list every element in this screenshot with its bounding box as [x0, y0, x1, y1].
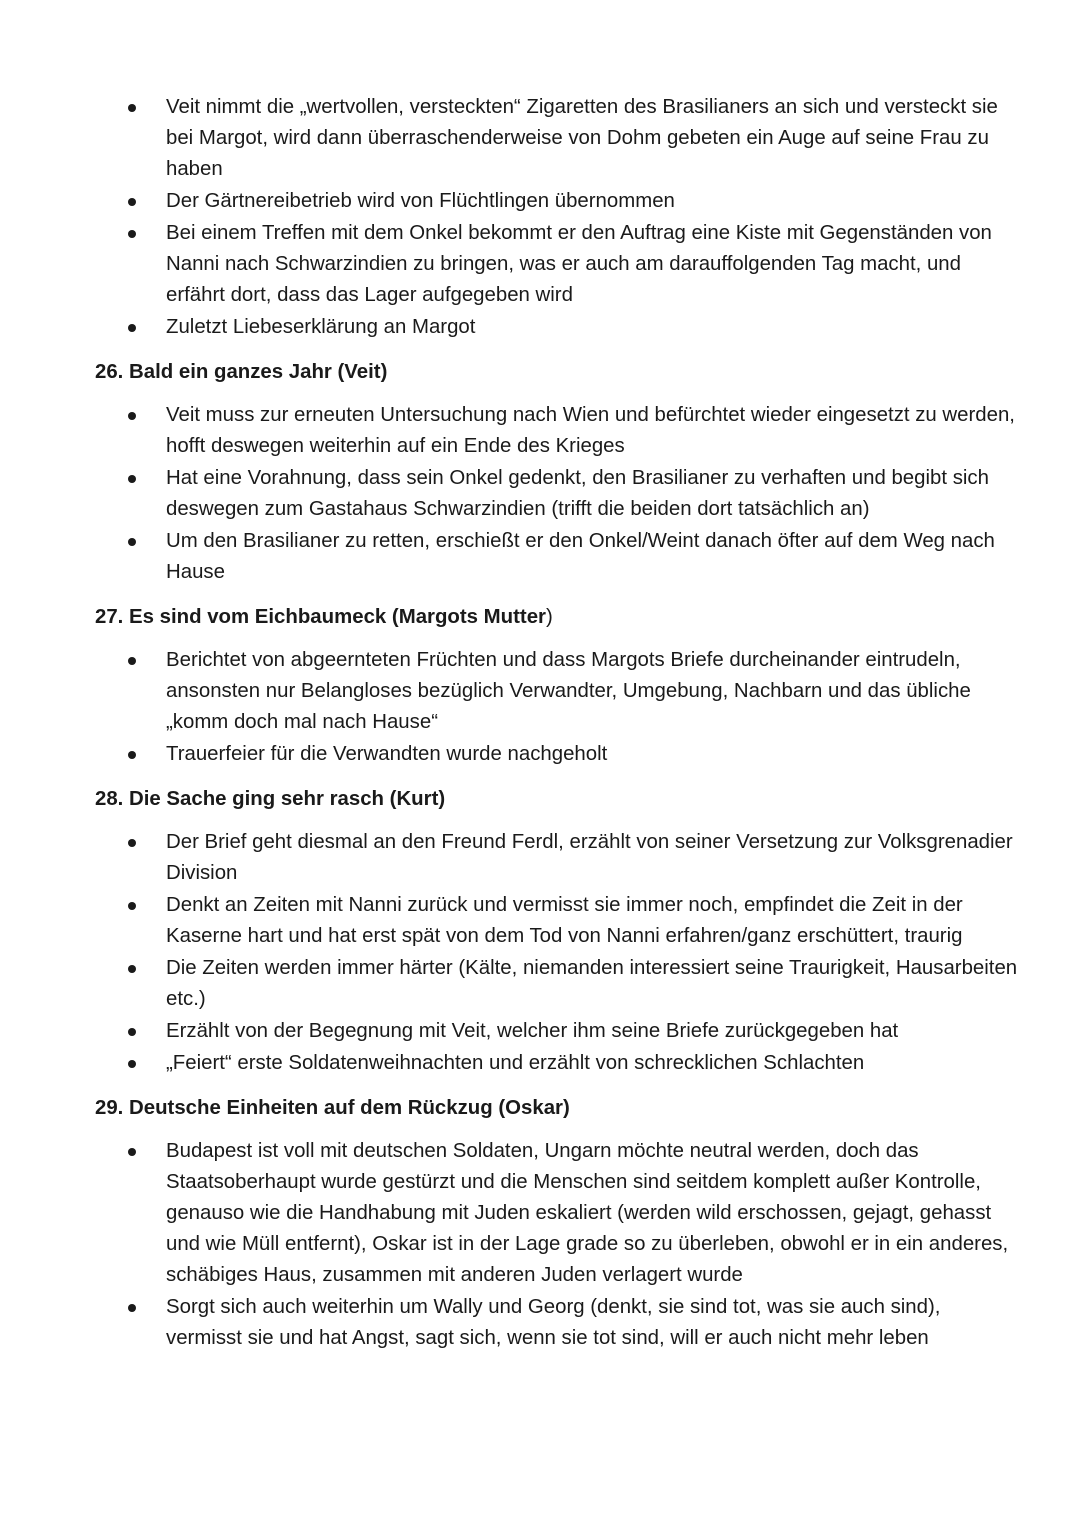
list-item: Veit nimmt die „wertvollen, versteckten“ Zigaretten des Brasilianers an sich und versteckt sie bei Margot, wird dann überraschenderweise von Dohm gebeten ein Auge auf seine Frau zu haben	[95, 92, 1020, 185]
list-item: Sorgt sich auch weiterhin um Wally und Georg (denkt, sie sind tot, was sie auch sind), vermisst sie und hat Angst, sagt sich, wenn sie tot sind, will er auch nicht mehr leben	[95, 1292, 1020, 1354]
list-item: „Feiert“ erste Soldatenweihnachten und erzählt von schrecklichen Schlachten	[95, 1048, 1020, 1079]
section-heading	[95, 1093, 1020, 1123]
list-item: Der Brief geht diesmal an den Freund Ferdl, erzählt von seiner Versetzung zur Volksgrenadier Division	[95, 827, 1020, 889]
section-heading	[95, 357, 1020, 387]
list-item: Erzählt von der Begegnung mit Veit, welcher ihm seine Briefe zurückgegeben hat	[95, 1016, 1020, 1047]
intro-bullet-list	[95, 92, 1020, 343]
section-heading	[95, 602, 1020, 632]
list-item: Hat eine Vorahnung, dass sein Onkel gedenkt, den Brasilianer zu verhaften und begibt sich deswegen zum Gastahaus Schwarzindien (trifft die beiden dort tatsächlich an)	[95, 463, 1020, 525]
section-28	[95, 784, 1020, 1079]
section-bullet-list	[95, 645, 1020, 770]
section-heading-text: 28. Die Sache ging sehr rasch (Kurt)	[95, 788, 446, 810]
list-item: Der Gärtnereibetrieb wird von Flüchtlingen übernommen	[95, 186, 1020, 217]
section-heading-text: 27. Es sind vom Eichbaumeck (Margots Mutter	[95, 606, 546, 628]
list-item: Berichtet von abgeernteten Früchten und dass Margots Briefe durcheinander eintrudeln, ansonsten nur Belangloses bezüglich Verwandter, Umgebung, Nachbarn und das übliche „komm doch mal nach Hause“	[95, 645, 1020, 738]
section-29	[95, 1093, 1020, 1354]
section-26	[95, 357, 1020, 588]
list-item: Veit muss zur erneuten Untersuchung nach Wien und befürchtet wieder eingesetzt zu werden, hofft deswegen weiterhin auf ein Ende des Krieges	[95, 400, 1020, 462]
list-item: Bei einem Treffen mit dem Onkel bekommt er den Auftrag eine Kiste mit Gegenständen von Nanni nach Schwarzindien zu bringen, was er auch am darauffolgenden Tag macht, und erfährt dort, dass das Lager aufgegeben wird	[95, 218, 1020, 311]
section-heading-text: 26. Bald ein ganzes Jahr (Veit)	[95, 361, 388, 383]
list-item: Um den Brasilianer zu retten, erschießt er den Onkel/Weint danach öfter auf dem Weg nach Hause	[95, 526, 1020, 588]
list-item: Denkt an Zeiten mit Nanni zurück und vermisst sie immer noch, empfindet die Zeit in der Kaserne hart und hat erst spät von dem Tod von Nanni erfahren/ganz erschüttert, traurig	[95, 890, 1020, 952]
section-27	[95, 602, 1020, 770]
list-item: Zuletzt Liebeserklärung an Margot	[95, 312, 1020, 343]
section-heading-text: 29. Deutsche Einheiten auf dem Rückzug (Oskar)	[95, 1097, 570, 1119]
list-item: Trauerfeier für die Verwandten wurde nachgeholt	[95, 739, 1020, 770]
section-bullet-list	[95, 400, 1020, 588]
section-bullet-list	[95, 1136, 1020, 1354]
list-item: Budapest ist voll mit deutschen Soldaten, Ungarn möchte neutral werden, doch das Staatsoberhaupt wurde gestürzt und die Menschen sind seitdem komplett außer Kontrolle, genauso wie die Handhabung mit Juden eskaliert (werden wild erschossen, gejagt, gehasst und wie Müll entfernt), Oskar ist in der Lage grade so zu überleben, obwohl er in ein anderes, schäbiges Haus, zusammen mit anderen Juden verlagert wurde	[95, 1136, 1020, 1291]
list-item: Die Zeiten werden immer härter (Kälte, niemanden interessiert seine Traurigkeit, Hausarbeiten etc.)	[95, 953, 1020, 1015]
section-heading-suffix: )	[545, 606, 553, 628]
section-bullet-list	[95, 827, 1020, 1079]
section-heading	[95, 784, 1020, 814]
